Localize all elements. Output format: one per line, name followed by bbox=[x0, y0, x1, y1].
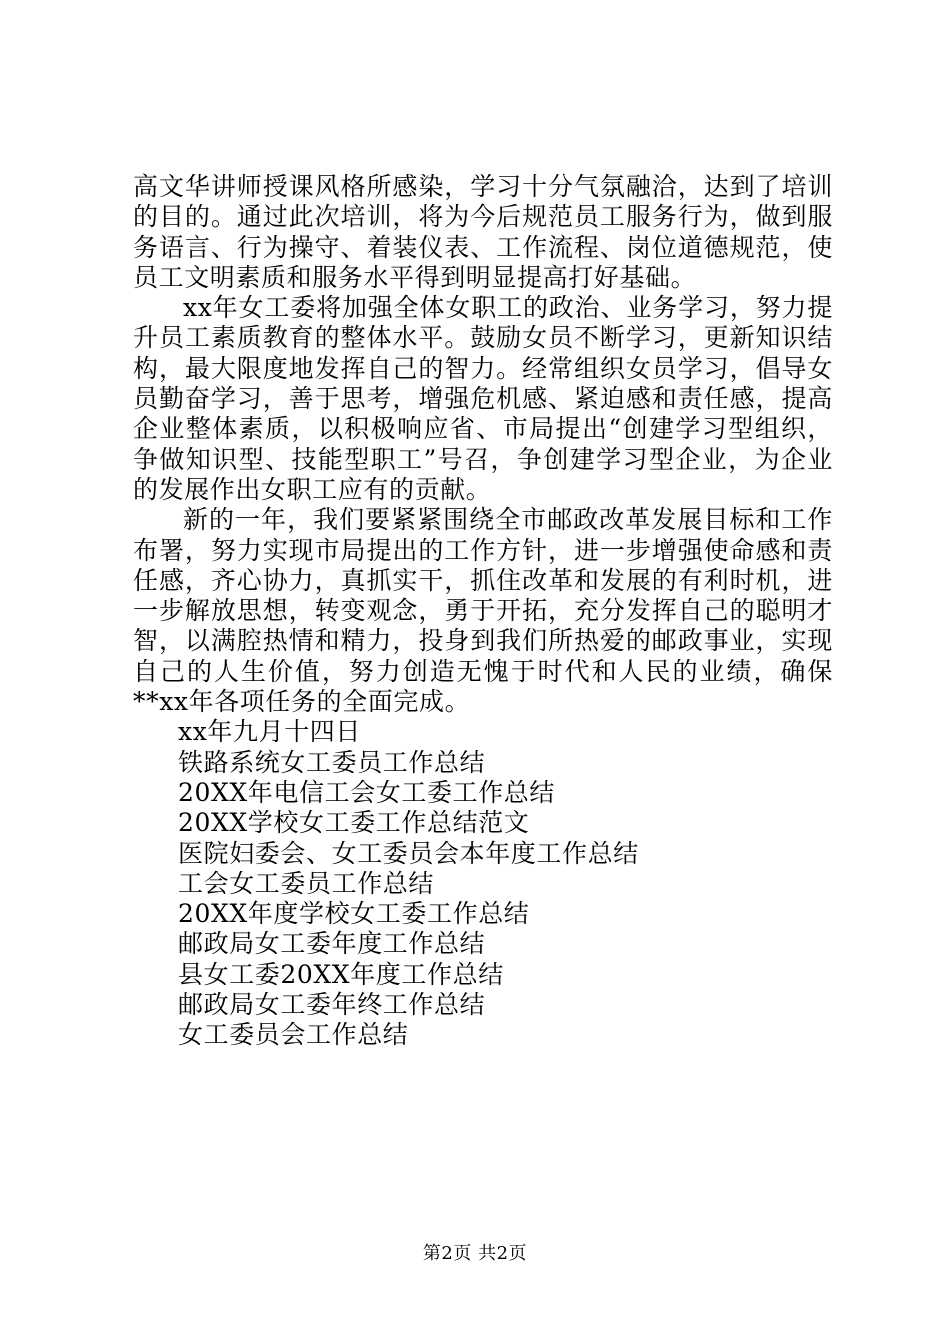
related-title-item[interactable]: 20XX年电信工会女工委工作总结 bbox=[178, 777, 556, 807]
related-title-item[interactable]: 邮政局女工委年度工作总结 bbox=[178, 929, 486, 959]
related-title-item[interactable]: 20XX年度学校女工委工作总结 bbox=[178, 899, 530, 929]
document-body bbox=[133, 172, 833, 1051]
related-title-item[interactable]: 医院妇委会、女工委员会本年度工作总结 bbox=[178, 838, 639, 868]
related-title-item[interactable]: 邮政局女工委年终工作总结 bbox=[178, 990, 486, 1020]
related-title-item[interactable]: 女工委员会工作总结 bbox=[178, 1020, 409, 1050]
page-number-label: 第2页 共2页 bbox=[422, 1243, 528, 1264]
related-title-item[interactable]: 县女工委20XX年度工作总结 bbox=[178, 959, 504, 989]
page-footer bbox=[0, 1243, 950, 1265]
related-title-item[interactable]: 铁路系统女工委员工作总结 bbox=[178, 747, 486, 777]
paragraph-3: 新的一年，我们要紧紧围绕全市邮政改革发展目标和工作布署，努力实现市局提出的工作方针，进一步增强使命感和责任感，齐心协力，真抓实干，抓住改革和发展的有利时机，进一步解放思想，转变观念，勇于开拓，充分发挥自己的聪明才智，以满腔热情和精力，投身到我们所热爱的邮政事业，实现自己的人生价值，努力创造无愧于时代和人民的业绩，确保**xx年各项任务的全面完成。 bbox=[133, 505, 833, 717]
related-title-item[interactable]: 工会女工委员工作总结 bbox=[178, 868, 435, 898]
paragraph-1: 高文华讲师授课风格所感染，学习十分气氛融洽，达到了培训的目的。通过此次培训，将为今后规范员工服务行为，做到服务语言、行为操守、着装仪表、工作流程、岗位道德规范，使员工文明素质和服务水平得到明显提高打好基础。 bbox=[133, 172, 833, 292]
related-titles-list bbox=[133, 748, 833, 1051]
date-line: xx年九月十四日 bbox=[178, 717, 361, 747]
paragraph-2: xx年女工委将加强全体女职工的政治、业务学习，努力提升员工素质教育的整体水平。鼓励女员不断学习，更新知识结构，最大限度地发挥自己的智力。经常组织女员学习，倡导女员勤奋学习，善于思考，增强危机感、紧迫感和责任感，提高企业整体素质，以积极响应省、市局提出“创建学习型组织，争做知识型、技能型职工”号召，争创建学习型企业，为企业的发展作出女职工应有的贡献。 bbox=[133, 293, 833, 504]
related-title-item[interactable]: 20XX学校女工委工作总结范文 bbox=[178, 808, 530, 838]
